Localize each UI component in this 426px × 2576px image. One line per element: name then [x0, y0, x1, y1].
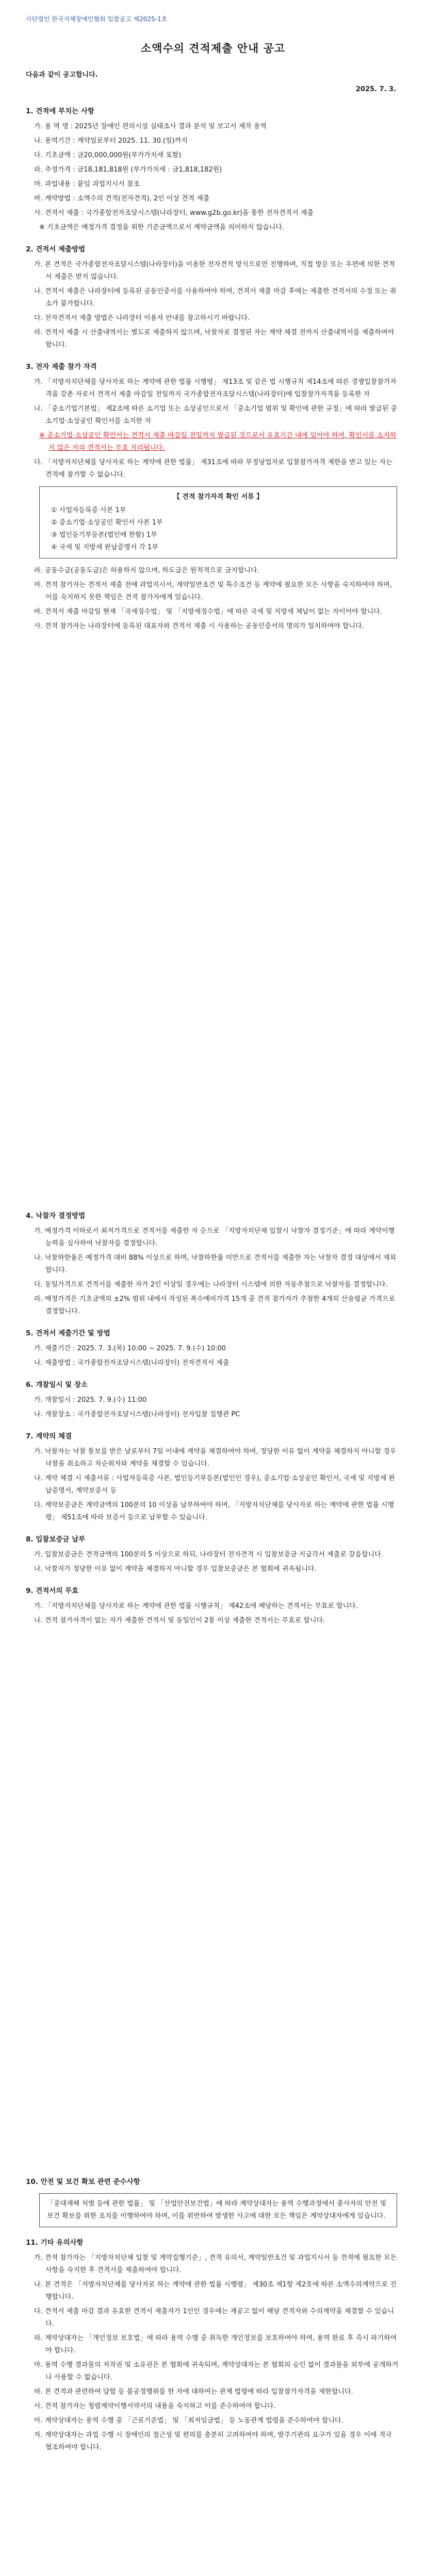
list-item: 가. 「지방자치단체를 당사자로 하는 계약에 관한 법률 시행령」 제13조 및 같은 법 시행규칙 제14조에 따른 경쟁입찰참가자격을 갖춘 자로서 견적서 제출 마감일 전일까지 국가종합전자조달시스템(나라장터)에 입찰참가자격을 등록한 자: [34, 378, 397, 398]
page-3: [26, 2166, 400, 2568]
list-item: 라. 공동수급(공동도급)은 허용하지 않으며, 하도급은 원칙적으로 금지합니다.: [34, 567, 259, 574]
section-1-heading: 1. 견적에 부치는 사항: [26, 107, 94, 115]
safety-notice-box: [39, 2193, 397, 2227]
list-item: 라. 계약상대자는 「개인정보 보호법」에 따라 용역 수행 중 취득한 개인정보를 보호하여야 하며, 용역 완료 후 즉시 파기하여야 합니다.: [34, 2334, 397, 2354]
list-item: 나. 본 견적은 「지방자치단체를 당사자로 하는 계약에 관한 법률 시행령」 제30조 제1항 제2호에 따른 소액수의계약으로 진행합니다.: [34, 2281, 397, 2301]
list-item: 나. 낙찰자가 정당한 이유 없이 계약을 체결하지 아니할 경우 입찰보증금은 본 협회에 귀속됩니다.: [34, 1565, 317, 1573]
box-title: 【 견적 참가자격 확인 서류 】: [173, 493, 264, 501]
document-title: 소액수의 견적제출 안내 공고: [140, 42, 286, 55]
box-line: ① 사업자등록증 사본 1부: [51, 506, 126, 514]
list-item: 마. 과업내용 : 붙임 과업지시서 참조: [34, 180, 140, 188]
list-item: 사. 견적 참가자는 나라장터에 등록된 대표자와 견적서 제출 시 사용하는 공동인증서의 명의가 일치하여야 합니다.: [34, 622, 364, 630]
qualification-documents-box: [39, 486, 397, 558]
list-item: 자. 계약상대자는 과업 수행 시 장애인의 접근성 및 편의를 충분히 고려하여야 하며, 발주기관의 요구가 있을 경우 이에 적극 협조하여야 합니다.: [34, 2431, 392, 2451]
section-3-heading: 3. 전자 제출 참가 자격: [26, 363, 97, 371]
section-4-heading: 4. 낙찰자 결정방법: [26, 1212, 86, 1220]
list-item: 바. 견적서 제출 마감일 현재 「국세징수법」 및 「지방세징수법」에 따른 국세 및 지방세 체납이 없는 자이어야 합니다.: [34, 608, 382, 616]
list-item: 가. 견적 참가자는 「지방자치단체 입찰 및 계약집행기준」, 견적 유의서, 계약일반조건 및 과업지시서 등 견적에 필요한 모든 사항을 숙지한 후 견적서를 제출하여야 합니다.: [34, 2254, 397, 2274]
box-line: ② 중소기업·소상공인 확인서 사본 1부: [51, 519, 163, 527]
list-item: 가. 낙찰자는 낙찰 통보를 받은 날로부터 7일 이내에 계약을 체결하여야 하며, 정당한 이유 없이 계약을 체결하지 아니할 경우 낙찰을 취소하고 차순위자와 계약을 체결할 수 있습니다.: [34, 1448, 397, 1468]
list-item: 다. 계약보증금은 계약금액의 100분의 10 이상을 납부하여야 하며, 「지방자치단체를 당사자로 하는 계약에 관한 법률 시행령」 제51조에 따라 보증서 등으로 납부할 수 있습니다.: [34, 1501, 395, 1521]
list-item: 라. 견적서 제출 시 산출내역서는 별도로 제출하지 않으며, 낙찰자로 결정된 자는 계약 체결 전까지 산출내역서를 제출하여야 합니다.: [34, 329, 395, 349]
list-item: 가. 제출기간 : 2025. 7. 3.(목) 10:00 ~ 2025. 7. 9.(수) 10:00: [34, 1345, 226, 1352]
section-10-heading: 10. 안전 및 보건 확보 관련 준수사항: [26, 2178, 140, 2186]
list-item: 나. 용역기간 : 계약일로부터 2025. 11. 30.(일)까지: [34, 137, 188, 145]
box-line: ③ 법인등기부등본(법인에 한함) 1부: [51, 531, 157, 539]
list-item: 사. 견적 참가자는 청렴계약이행서약서의 내용을 숙지하고 이를 준수하여야 합니다.: [34, 2402, 276, 2410]
list-item: 아. 계약상대자는 용역 수행 중 「근로기준법」 및 「최저임금법」 등 노동관계 법령을 준수하여야 합니다.: [34, 2417, 343, 2425]
list-item: 다. 견적서 제출 마감 결과 유효한 견적서 제출자가 1인인 경우에는 재공고 없이 해당 견적자와 수의계약을 체결할 수 있습니다.: [34, 2308, 394, 2328]
section-2-heading: 2. 견적서 제출방법: [26, 245, 86, 253]
list-item: 나. 견적 참가자격이 없는 자가 제출한 견적서 및 동일인이 2통 이상 제출한 견적서는 무효로 합니다.: [34, 1617, 325, 1624]
list-item: 마. 용역 수행 결과물의 저작권 및 소유권은 본 협회에 귀속되며, 계약상대자는 본 협회의 승인 없이 결과물을 외부에 공개하거나 사용할 수 없습니다.: [34, 2361, 399, 2381]
page-2: [26, 1200, 400, 1775]
section-5-heading: 5. 견적서 제출기간 및 방법: [26, 1329, 110, 1337]
section-9-heading: 9. 견적서의 무효: [26, 1587, 79, 1595]
list-item: 나. 계약 체결 시 제출서류 : 사업자등록증 사본, 법인등기부등본(법인인 경우), 중소기업·소상공인 확인서, 국세 및 지방세 완납증명서, 계약보증서 등: [34, 1475, 395, 1495]
section-8-heading: 8. 입찰보증금 납부: [26, 1535, 86, 1544]
list-item: 사. 견적서 제출 : 국가종합전자조달시스템(나라장터, www.g2b.go.kr)을 통한 전자견적서 제출: [34, 209, 314, 217]
list-item: 다. 「지방자치단체를 당사자로 하는 계약에 관한 법률」 제31조에 따라 부정당업자로 입찰참가자격 제한을 받고 있는 자는 견적에 참가할 수 없습니다.: [34, 459, 392, 479]
list-item: 나. 개찰장소 : 국가종합전자조달시스템(나라장터) 전자입찰 집행관 PC: [34, 1411, 240, 1418]
list-item: 나. 제출방법 : 국가종합전자조달시스템(나라장터) 전자견적서 제출: [34, 1359, 230, 1367]
list-item: 나. 「중소기업기본법」 제2조에 따른 소기업 또는 소상공인으로서 「중소기업 범위 및 확인에 관한 규정」에 따라 발급된 중소기업·소상공인 확인서를 소지한 자: [34, 405, 398, 425]
page-1: [26, 13, 400, 809]
intro-text: 다음과 같이 공고합니다.: [26, 71, 98, 79]
notice-date: 2025. 7. 3.: [355, 86, 396, 93]
list-item: 나. 낙찰하한율은 예정가격 대비 88% 이상으로 하며, 낙찰하한율 미만으로 견적서를 제출한 자는 낙찰자 결정 대상에서 제외합니다.: [34, 1254, 396, 1274]
list-item: 바. 계약방법 : 소액수의 견적(전자견적), 2인 이상 견적 제출: [34, 195, 210, 202]
list-item: 다. 기초금액 : 금20,000,000원(부가가치세 포함): [34, 151, 182, 159]
section-7-heading: 7. 계약의 체결: [26, 1432, 72, 1440]
list-item: 가. 용 역 명 : 2025년 장애인 편의시설 실태조사 결과 분석 및 보고서 제작 용역: [34, 123, 267, 130]
notice-number: 사단법인 한국지체장애인협회 입찰공고 제2025-1호: [26, 15, 168, 23]
box-line: ④ 국세 및 지방세 완납증명서 각 1부: [51, 544, 158, 551]
section-11-heading: 11. 기타 유의사항: [26, 2239, 84, 2247]
list-item: 다. 전자견적서 제출 방법은 나라장터 이용자 안내를 참고하시기 바랍니다.: [34, 314, 250, 322]
list-item: 마. 견적 참가자는 견적서 제출 전에 과업지시서, 계약일반조건 및 특수조건 등 계약에 필요한 모든 사항을 숙지하여야 하며, 이를 숙지하지 못한 책임은 견적 참가자에게 있습니다.: [34, 581, 392, 601]
list-item: 가. 본 견적은 국가종합전자조달시스템(나라장터)을 이용한 전자견적 방식으로만 진행하며, 직접 방문 또는 우편에 의한 견적서 제출은 받지 않습니다.: [34, 261, 396, 281]
list-item: 가. 개찰일시 : 2025. 7. 9.(수) 11:00: [34, 1396, 147, 1404]
list-item: 나. 견적서 제출은 나라장터에 등록된 공동인증서를 사용하여야 하며, 견적서 제출 마감 후에는 제출한 견적서의 수정 또는 취소가 불가합니다.: [34, 287, 397, 308]
list-item: 가. 「지방자치단체를 당사자로 하는 계약에 관한 법률 시행규칙」 제42조에 해당하는 견적서는 무효로 합니다.: [34, 1602, 358, 1610]
safety-notice-text: 「중대재해 처벌 등에 관한 법률」 및 「산업안전보건법」에 따라 계약상대자는 용역 수행과정에서 종사자의 안전 및 보건 확보를 위한 조치를 이행하여야 하며, 이를 위반하여 발생한 사고에 대한 모든 책임은 계약상대자에게 있습니다.: [47, 2200, 387, 2220]
list-item: 다. 동일가격으로 견적서를 제출한 자가 2인 이상일 경우에는 나라장터 시스템에 의한 자동추첨으로 낙찰자를 결정합니다.: [34, 1281, 388, 1289]
highlighted-notice: ※ 중소기업·소상공인 확인서는 견적서 제출 마감일 전일까지 발급된 것으로서 유효기간 내에 있어야 하며, 확인서를 소지하지 않은 자의 견적서는 무효 처리됩니다.: [39, 432, 397, 452]
list-item: 라. 예정가격은 기초금액의 ±2% 범위 내에서 작성된 복수예비가격 15개 중 견적 참가자가 추첨한 4개의 산술평균 가격으로 결정합니다.: [34, 1295, 396, 1315]
list-item: 바. 본 견적과 관련하여 담합 등 불공정행위를 한 자에 대하여는 관계 법령에 따라 입찰참가자격을 제한합니다.: [34, 2388, 353, 2396]
section-6-heading: 6. 개찰일시 및 장소: [26, 1381, 88, 1389]
list-item: 가. 예정가격 이하로서 최저가격으로 견적서를 제출한 자 순으로 「지방자치단체 입찰시 낙찰자 결정기준」에 따라 계약이행능력을 심사하여 낙찰자를 결정합니다.: [34, 1227, 395, 1247]
list-item: 가. 입찰보증금은 견적금액의 100분의 5 이상으로 하되, 나라장터 전자견적 시 입찰보증금 지급각서 제출로 갈음합니다.: [34, 1551, 383, 1558]
list-item: 라. 추정가격 : 금18,181,818원 (부가가치세 : 금1,818,182원): [34, 166, 222, 174]
section-1-note: ※ 기초금액은 예정가격 결정을 위한 기준금액으로서 계약금액을 의미하지 않습니다.: [39, 224, 285, 231]
